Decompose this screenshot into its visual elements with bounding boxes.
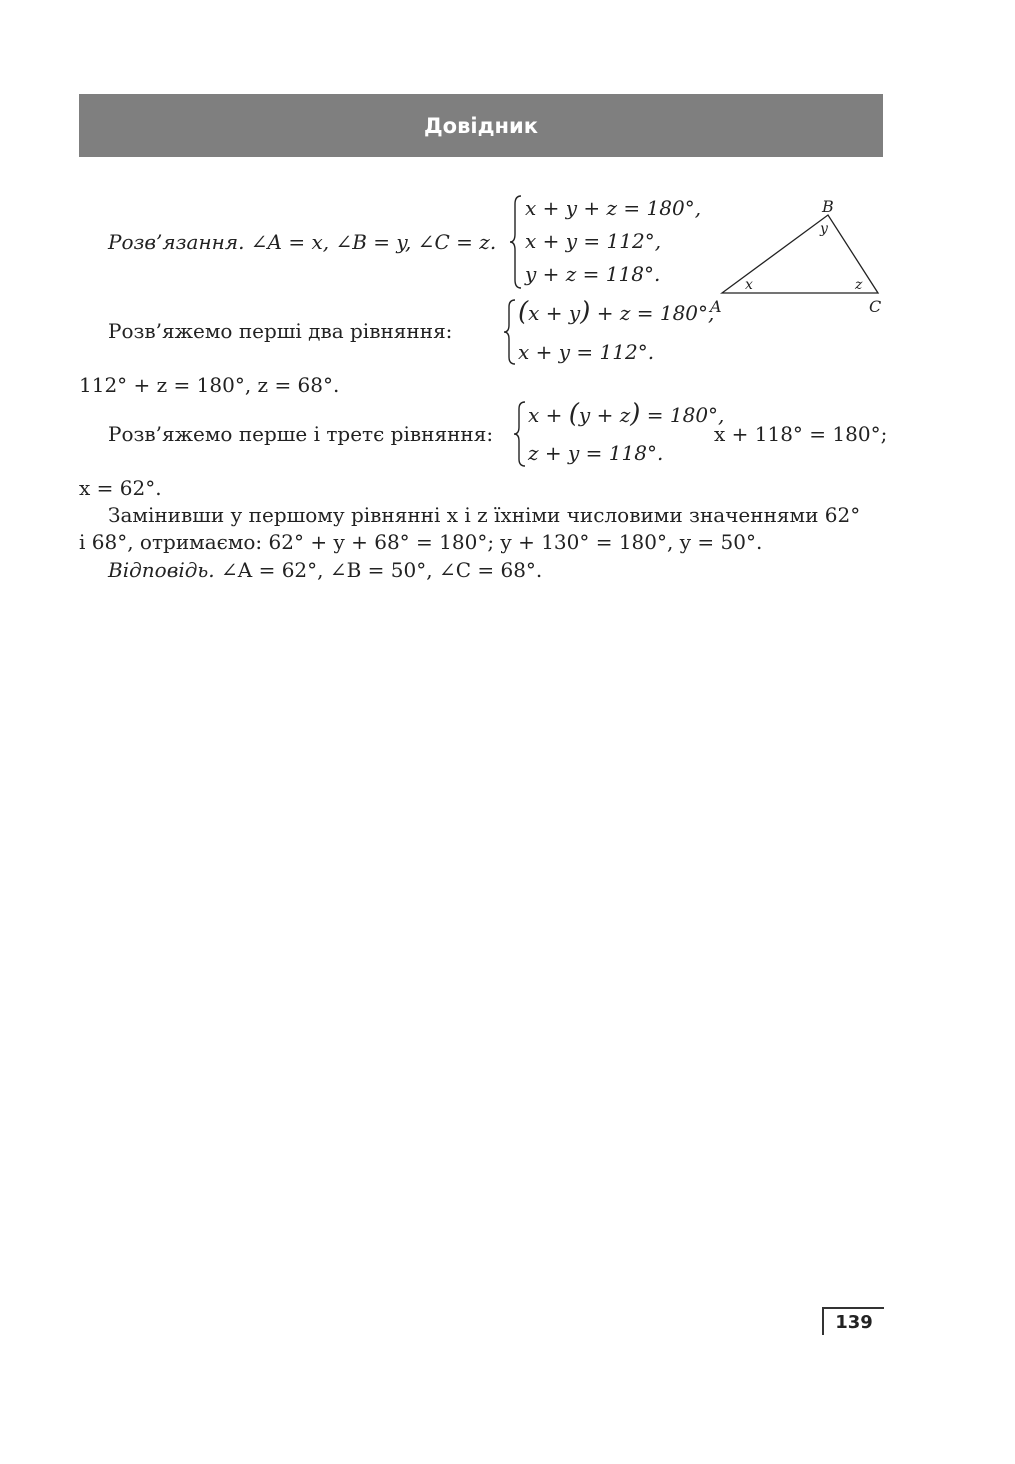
system-2-line-2: x + y = 112°. [518,340,655,364]
system-3-tail: = 180°, [640,403,725,427]
angle-x-label: x [745,277,753,293]
step1-text: Розв’яжемо перші два рівняння: [108,319,453,343]
vertex-c-label: C [869,297,882,316]
solution-label: Розв’язання. [108,230,245,254]
system-2-group: x + y [528,301,581,325]
step2-after: x + 118° = 180°; [714,422,888,446]
system-3-group: y + z [578,403,631,427]
angle-y-label: y [820,221,828,237]
system-3-brace [512,400,528,468]
step2-text: Розв’яжемо перше і третє рівняння: [108,422,494,446]
solution-line [108,230,496,254]
system-1-line-3: y + z = 118°. [525,262,661,286]
system-1-line-2: x + y = 112°, [525,229,662,253]
step3-line-2: і 68°, отримаємо: 62° + y + 68° = 180°; y + 130° = 180°, y = 50°. [79,530,763,554]
step3-line-1: Замінивши у першому рівнянні x і z їхніми числовими значеннями 62° [108,503,861,527]
system-3-line-1: x + (y + z) = 180°, [528,399,725,429]
step1-result: 112° + z = 180°, z = 68°. [79,373,340,397]
system-2-line-1: (x + y) + z = 180°, [518,297,715,327]
angle-z-label: z [855,277,863,293]
system-2-tail: + z = 180°, [590,301,715,325]
page-number: 139 [822,1307,884,1335]
answer-text: ∠A = 62°, ∠B = 50°, ∠C = 68°. [221,558,543,582]
answer-line [108,558,542,582]
solution-assign: ∠A = x, ∠B = y, ∠C = z. [250,230,497,254]
vertex-a-label: A [710,297,722,316]
answer-label: Відповідь. [108,558,215,582]
section-title: Довідник [423,113,539,138]
triangle-figure [700,192,890,317]
section-header [79,94,883,157]
vertex-b-label: B [822,197,834,216]
system-3-head: x + [528,403,569,427]
system-3-line-2: z + y = 118°. [528,441,664,465]
system-1-brace [508,194,524,290]
step2-result: x = 62°. [79,476,162,500]
system-1-line-1: x + y + z = 180°, [525,196,702,220]
system-2-brace [502,298,518,366]
